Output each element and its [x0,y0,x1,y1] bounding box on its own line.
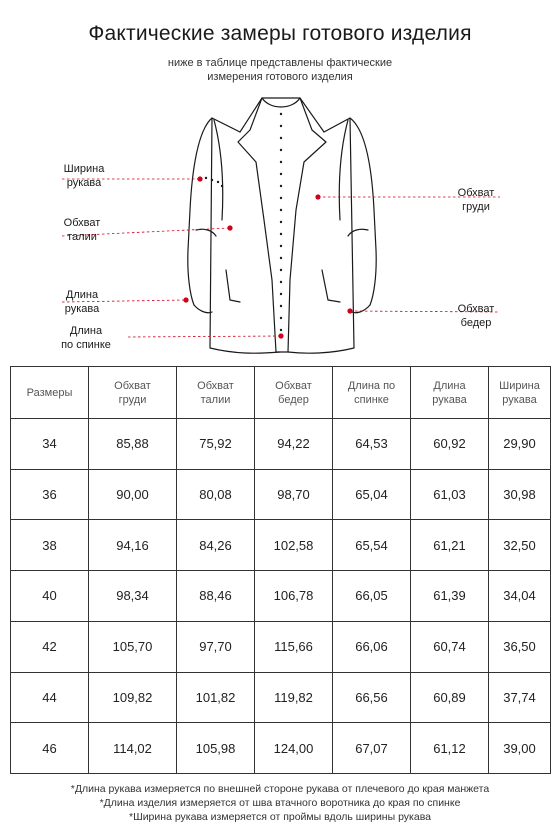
sleeve-width-point [197,176,202,181]
cell-size: 42 [11,621,89,672]
jacket-right-elbow [348,229,368,236]
page-subtitle [0,56,560,84]
back-length-point [278,333,283,338]
label-back-length [48,324,124,352]
back-length-leader [128,336,281,337]
size-measurements-table [10,366,551,774]
cell-waist: 84,26 [177,520,255,571]
cell-chest: 114,02 [89,723,177,774]
label-waist-line-2: талии [67,231,97,243]
cell-waist: 97,70 [177,621,255,672]
jacket-right-lapel [288,98,326,352]
cell-size: 36 [11,469,89,520]
label-sleeve-length-line-2: рукава [64,303,100,315]
footnote-item-length: *Длина изделия измеряется от шва втачного воротника до края по спинке [99,797,461,809]
cell-waist: 101,82 [177,672,255,723]
label-waist [52,216,112,244]
jacket-left-elbow [196,229,216,236]
label-chest-line-2: груди [462,201,490,213]
hips-point [347,308,352,313]
label-chest [446,186,506,214]
cell-back-length: 66,05 [333,571,411,622]
cell-back-length: 65,04 [333,469,411,520]
sleeve-width-dots [205,177,223,187]
cell-sleeve-width: 37,74 [489,672,551,723]
table-row [11,469,551,520]
label-waist-line-1: Обхват [63,217,101,229]
jacket-right-cuff [352,305,370,313]
cell-hips: 119,82 [255,672,333,723]
jacket-right-armhole [339,120,348,220]
table-row [11,571,551,622]
cell-chest: 85,88 [89,419,177,470]
label-hips-line-2: бедер [460,317,492,329]
cell-hips: 124,00 [255,723,333,774]
cell-size: 38 [11,520,89,571]
cell-back-length: 64,53 [333,419,411,470]
center-front-dots [280,113,282,331]
table-row [11,723,551,774]
table-header-row [11,367,551,419]
jacket-measurement-diagram [0,90,560,360]
jacket-left-pocket [226,270,240,302]
cell-size: 44 [11,672,89,723]
label-sleeve-width-line-2: рукава [66,177,102,189]
cell-chest: 94,16 [89,520,177,571]
cell-chest: 98,34 [89,571,177,622]
cell-sleeve-length: 61,03 [411,469,489,520]
measurement-points [183,176,352,338]
cell-hips: 106,78 [255,571,333,622]
cell-back-length: 67,07 [333,723,411,774]
cell-chest: 90,00 [89,469,177,520]
jacket-left-armhole [214,120,223,220]
label-hips [446,302,506,330]
cell-back-length: 65,54 [333,520,411,571]
subtitle-line-1: ниже в таблице представлены фактические [167,57,393,69]
chest-point [315,194,320,199]
label-sleeve-width-line-1: Ширина [63,163,105,175]
cell-sleeve-length: 61,12 [411,723,489,774]
label-sleeve-width [54,162,114,190]
table-row [11,419,551,470]
waist-point [227,225,232,230]
label-hips-line-1: Обхват [457,303,495,315]
cell-sleeve-width: 34,04 [489,571,551,622]
label-sleeve-length [52,288,112,316]
header-size: Размеры [11,367,89,419]
jacket-neck [262,98,300,107]
jacket-right-pocket [322,270,340,302]
header-back-length: Длина по спинке [333,367,411,419]
footnote-sleeve-length: *Длина рукава измеряется по внешней стороне рукава от плечевого до края манжета [70,783,490,795]
cell-hips: 98,70 [255,469,333,520]
subtitle-line-2: измерения готового изделия [207,71,353,83]
page-title: Фактические замеры готового изделия [88,22,472,45]
cell-sleeve-length: 60,74 [411,621,489,672]
header-hips: Обхват бедер [255,367,333,419]
cell-waist: 80,08 [177,469,255,520]
label-back-length-line-2: по спинке [61,339,111,351]
cell-sleeve-length: 61,39 [411,571,489,622]
label-chest-line-1: Обхват [457,187,495,199]
cell-sleeve-width: 29,90 [489,419,551,470]
cell-hips: 94,22 [255,419,333,470]
table-row [11,520,551,571]
cell-size: 34 [11,419,89,470]
cell-hips: 102,58 [255,520,333,571]
cell-sleeve-length: 60,89 [411,672,489,723]
cell-back-length: 66,56 [333,672,411,723]
cell-size: 46 [11,723,89,774]
cell-sleeve-length: 61,21 [411,520,489,571]
cell-sleeve-length: 60,92 [411,419,489,470]
cell-sleeve-width: 30,98 [489,469,551,520]
jacket-left-sleeve-outer [188,118,240,305]
label-back-length-line-1: Длина [69,325,103,337]
cell-chest: 105,70 [89,621,177,672]
footnote-sleeve-width: *Ширина рукава измеряется от проймы вдоль ширины рукава [128,811,432,823]
cell-waist: 75,92 [177,419,255,470]
table-row [11,672,551,723]
jacket-right-body [288,118,354,353]
jacket-left-lapel [238,98,276,352]
cell-chest: 109,82 [89,672,177,723]
cell-size: 40 [11,571,89,622]
header-waist: Обхват талии [177,367,255,419]
sleeve-length-point [183,297,188,302]
footnotes [0,782,560,824]
header-chest: Обхват груди [89,367,177,419]
jacket-left-cuff [194,305,212,313]
cell-waist: 88,46 [177,571,255,622]
label-sleeve-length-line-1: Длина [65,289,99,301]
cell-back-length: 66,06 [333,621,411,672]
cell-sleeve-width: 36,50 [489,621,551,672]
header-sleeve-length: Длина рукава [411,367,489,419]
header-sleeve-width: Ширина рукава [489,367,551,419]
cell-sleeve-width: 32,50 [489,520,551,571]
cell-sleeve-width: 39,00 [489,723,551,774]
table-row [11,621,551,672]
cell-hips: 115,66 [255,621,333,672]
cell-waist: 105,98 [177,723,255,774]
